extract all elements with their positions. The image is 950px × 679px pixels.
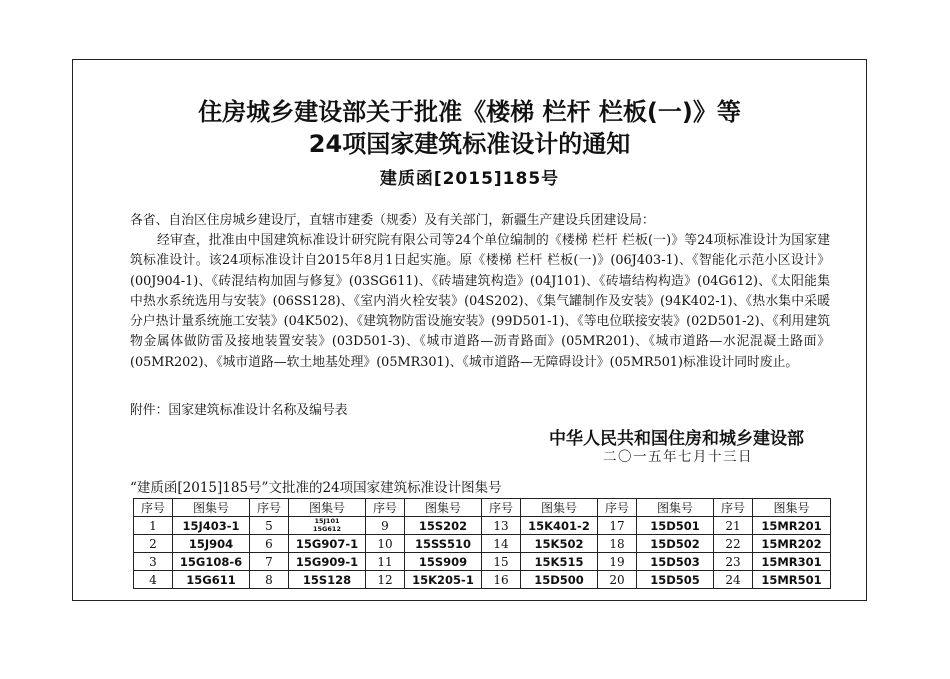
row-number: 19	[598, 553, 637, 571]
row-number: 7	[250, 553, 289, 571]
issuing-authority: 中华人民共和国住房和城乡建设部	[549, 429, 804, 449]
atlas-code: 15K205-1	[405, 571, 482, 589]
header-seq: 序号	[134, 499, 173, 517]
header-code: 图集号	[289, 499, 366, 517]
atlas-code: 15K515	[521, 553, 598, 571]
row-number: 17	[598, 517, 637, 535]
row-number: 5	[250, 517, 289, 535]
atlas-code: 15G108-6	[173, 553, 250, 571]
document-frame	[72, 59, 867, 601]
row-number: 24	[714, 571, 753, 589]
row-number: 22	[714, 535, 753, 553]
header-code: 图集号	[521, 499, 598, 517]
row-number: 15	[482, 553, 521, 571]
atlas-code: 15K401-2	[521, 517, 598, 535]
standards-code-table	[133, 498, 831, 589]
atlas-code: 15D505	[637, 571, 714, 589]
attachment-note: 附件：国家建筑标准设计名称及编号表	[130, 403, 348, 418]
atlas-code: 15MR202	[753, 535, 831, 553]
header-seq: 序号	[598, 499, 637, 517]
atlas-code: 15G611	[173, 571, 250, 589]
row-number: 6	[250, 535, 289, 553]
atlas-code-line: 15G612	[313, 524, 341, 533]
row-number: 11	[366, 553, 405, 571]
header-code: 图集号	[173, 499, 250, 517]
row-number: 10	[366, 535, 405, 553]
table-row	[134, 553, 831, 571]
header-code: 图集号	[637, 499, 714, 517]
row-number: 8	[250, 571, 289, 589]
table-row	[134, 535, 831, 553]
atlas-code: 15D503	[637, 553, 714, 571]
header-code: 图集号	[405, 499, 482, 517]
row-number: 9	[366, 517, 405, 535]
row-number: 4	[134, 571, 173, 589]
row-number: 20	[598, 571, 637, 589]
row-number: 1	[134, 517, 173, 535]
notice-body: 经审查，批准由中国建筑标准设计研究院有限公司等24个单位编制的《楼梯 栏杆 栏板(一)》等24项标准设计为国家建筑标准设计。该24项标准设计自2015年8月1日起实施。原《楼梯 栏杆 栏板(一)》(06J403-1)、《智能化示范小区设计》(00J904-1)、《砖混结构加固与修复》(03SG611)、《砖墙建筑构造》(04J101)、《砖墙结构构造》(04G612)、《太阳能集中热水系统选用与安装》(06SS128)、《室内消火栓安装》(04S202)、《集气罐制作及安装》(94K402-1)、《热水集中采暖分户热计量系统施工安装》(04K502)、《建筑物防雷设施安装》(99D501-1)、《等电位联接安装》(02D501-2)、《利用建筑物金属体做防雷及接地装置安装》(03D501-3)、《城市道路—沥青路面》(05MR201)、《城市道路—水泥混凝土路面》(05MR202)、《城市道路—软土地基处理》(05MR301)、《城市道路—无障碍设计》(05MR501)标准设计同时废止。	[130, 233, 830, 370]
atlas-code: 15S909	[405, 553, 482, 571]
row-number: 21	[714, 517, 753, 535]
row-number: 13	[482, 517, 521, 535]
recipients-line: 各省、自治区住房城乡建设厅，直辖市建委（规委）及有关部门，新疆生产建设兵团建设局：	[130, 213, 655, 228]
atlas-code-line: 15J101	[314, 517, 340, 525]
notice-title-line-1: 住房城乡建设部关于批准《楼梯 栏杆 栏板(一)》等	[198, 98, 741, 126]
atlas-code: 15G909-1	[289, 553, 366, 571]
atlas-code: 15G907-1	[289, 535, 366, 553]
atlas-code: 15D500	[521, 571, 598, 589]
table-row	[134, 571, 831, 589]
row-number: 3	[134, 553, 173, 571]
notice-title-line-2: 24项国家建筑标准设计的通知	[308, 130, 631, 158]
atlas-code: 15S128	[289, 571, 366, 589]
atlas-code: 15K502	[521, 535, 598, 553]
row-number: 2	[134, 535, 173, 553]
atlas-code-stacked	[289, 517, 366, 535]
header-code: 图集号	[753, 499, 831, 517]
table-caption: “建质函[2015]185号”文批准的24项国家建筑标准设计图集号	[130, 480, 502, 496]
header-seq: 序号	[366, 499, 405, 517]
row-number: 18	[598, 535, 637, 553]
table-row	[134, 517, 831, 535]
atlas-code: 15D502	[637, 535, 714, 553]
document-number: 建质函[2015]185号	[379, 169, 560, 189]
atlas-code: 15D501	[637, 517, 714, 535]
atlas-code: 15MR301	[753, 553, 831, 571]
atlas-code: 15J904	[173, 535, 250, 553]
atlas-code: 15J403-1	[173, 517, 250, 535]
atlas-code: 15S202	[405, 517, 482, 535]
row-number: 14	[482, 535, 521, 553]
row-number: 23	[714, 553, 753, 571]
row-number: 16	[482, 571, 521, 589]
atlas-code: 15MR501	[753, 571, 831, 589]
notice-title	[73, 96, 866, 160]
atlas-code: 15SS510	[405, 535, 482, 553]
header-seq: 序号	[714, 499, 753, 517]
row-number: 12	[366, 571, 405, 589]
table-header-row	[134, 499, 831, 517]
atlas-code: 15MR201	[753, 517, 831, 535]
issue-date: 二〇一五年七月十三日	[603, 449, 753, 465]
header-seq: 序号	[250, 499, 289, 517]
header-seq: 序号	[482, 499, 521, 517]
